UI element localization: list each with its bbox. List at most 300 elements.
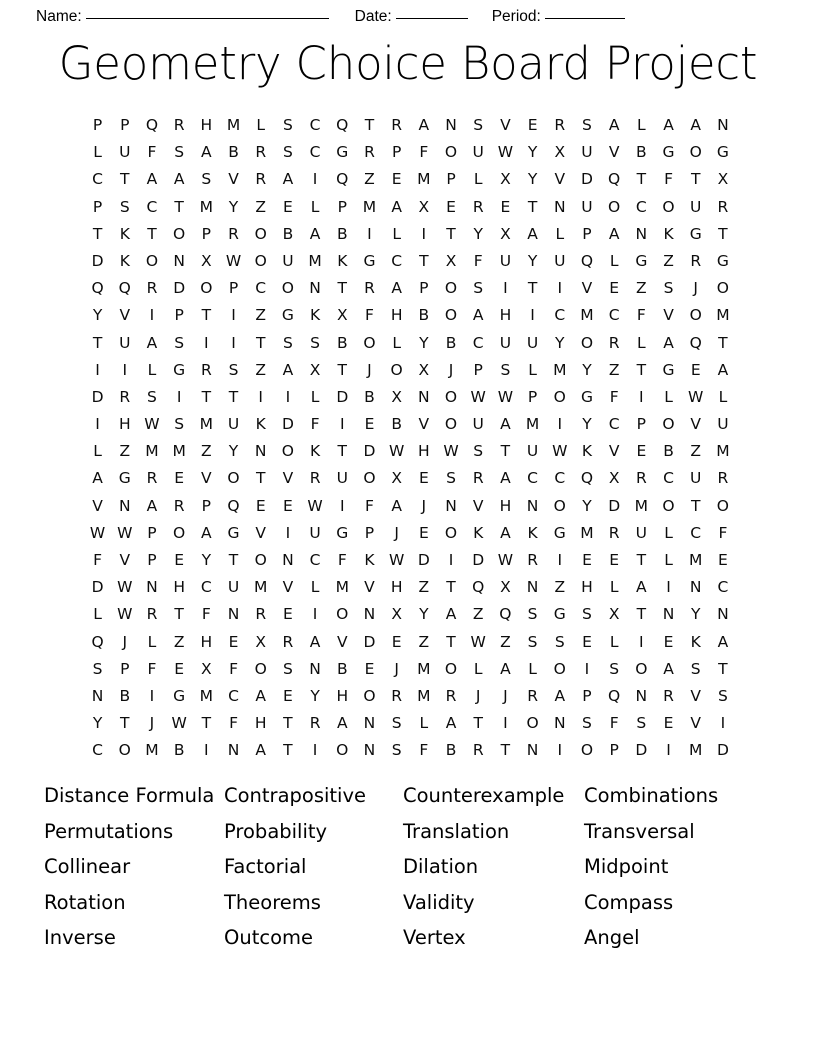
grid-letter[interactable]: N bbox=[282, 551, 294, 569]
grid-letter[interactable]: H bbox=[118, 415, 131, 434]
grid-letter[interactable]: S bbox=[582, 714, 592, 733]
word-bank-item[interactable]: Outcome bbox=[224, 926, 313, 950]
grid-letter[interactable]: D bbox=[173, 279, 186, 298]
grid-letter[interactable]: I bbox=[339, 415, 345, 434]
grid-letter[interactable]: E bbox=[527, 116, 538, 134]
grid-letter[interactable]: B bbox=[336, 224, 348, 243]
grid-letter[interactable]: H bbox=[418, 442, 430, 461]
grid-letter[interactable]: P bbox=[446, 170, 456, 189]
grid-letter[interactable]: K bbox=[310, 306, 321, 325]
grid-letter[interactable]: V bbox=[119, 306, 131, 325]
grid-letter[interactable]: N bbox=[635, 686, 648, 705]
word-bank-item[interactable]: Distance Formula bbox=[44, 784, 215, 807]
grid-letter[interactable]: L bbox=[310, 578, 320, 597]
grid-letter[interactable]: E bbox=[283, 605, 293, 624]
grid-letter[interactable]: H bbox=[390, 306, 403, 325]
grid-letter[interactable]: F bbox=[365, 496, 374, 515]
grid-letter[interactable]: M bbox=[362, 197, 377, 216]
grid-letter[interactable]: Y bbox=[582, 496, 592, 515]
grid-letter[interactable]: R bbox=[472, 741, 484, 760]
grid-letter[interactable]: G bbox=[363, 251, 376, 270]
grid-letter[interactable]: Z bbox=[119, 442, 131, 461]
grid-letter[interactable]: T bbox=[419, 251, 429, 270]
grid-letter[interactable]: G bbox=[662, 360, 675, 379]
grid-letter[interactable]: K bbox=[663, 224, 674, 243]
grid-letter[interactable]: B bbox=[364, 387, 375, 406]
grid-letter[interactable]: S bbox=[690, 659, 701, 678]
grid-letter[interactable]: A bbox=[500, 659, 511, 678]
grid-letter[interactable]: M bbox=[716, 442, 730, 461]
grid-letter[interactable]: B bbox=[282, 224, 294, 243]
grid-letter[interactable]: D bbox=[581, 170, 593, 189]
word-bank-item[interactable]: Contrapositive bbox=[224, 784, 367, 807]
word-bank-item[interactable]: Transversal bbox=[584, 819, 695, 843]
grid-letter[interactable]: U bbox=[554, 251, 566, 270]
grid-letter[interactable]: J bbox=[421, 496, 427, 515]
grid-letter[interactable]: O bbox=[553, 659, 566, 678]
grid-letter[interactable]: T bbox=[636, 170, 647, 189]
grid-letter[interactable]: O bbox=[281, 442, 294, 461]
grid-letter[interactable]: D bbox=[417, 551, 430, 569]
grid-letter[interactable]: I bbox=[530, 306, 535, 325]
grid-letter[interactable]: Z bbox=[608, 360, 620, 379]
grid-letter[interactable]: O bbox=[281, 279, 294, 298]
grid-letter[interactable]: O bbox=[444, 143, 458, 162]
grid-letter[interactable]: L bbox=[310, 387, 320, 406]
grid-letter[interactable]: E bbox=[255, 496, 266, 515]
grid-letter[interactable]: Y bbox=[228, 442, 239, 461]
grid-letter[interactable]: W bbox=[497, 143, 514, 162]
grid-letter[interactable]: S bbox=[282, 659, 293, 678]
grid-letter[interactable]: T bbox=[500, 442, 511, 461]
grid-letter[interactable]: M bbox=[308, 251, 322, 270]
grid-letter[interactable]: U bbox=[581, 197, 593, 216]
grid-letter[interactable]: T bbox=[255, 469, 266, 488]
grid-letter[interactable]: D bbox=[635, 741, 648, 760]
grid-letter[interactable]: I bbox=[95, 360, 100, 379]
grid-letter[interactable]: B bbox=[636, 143, 647, 162]
grid-letter[interactable]: L bbox=[555, 224, 565, 243]
grid-letter[interactable]: A bbox=[201, 143, 212, 162]
grid-letter[interactable]: G bbox=[635, 251, 648, 270]
grid-letter[interactable]: A bbox=[282, 170, 294, 189]
grid-letter[interactable]: L bbox=[637, 116, 646, 134]
grid-letter[interactable]: A bbox=[309, 224, 321, 243]
grid-letter[interactable]: U bbox=[472, 415, 484, 434]
grid-letter[interactable]: Z bbox=[554, 578, 566, 597]
grid-letter[interactable]: O bbox=[444, 523, 458, 542]
grid-letter[interactable]: L bbox=[256, 116, 266, 134]
grid-letter[interactable]: X bbox=[418, 197, 430, 216]
grid-letter[interactable]: Q bbox=[91, 632, 104, 651]
grid-letter[interactable]: T bbox=[283, 714, 293, 733]
grid-letter[interactable]: Z bbox=[636, 279, 647, 298]
grid-letter[interactable]: R bbox=[608, 523, 620, 542]
grid-letter[interactable]: B bbox=[336, 659, 348, 678]
grid-letter[interactable]: F bbox=[609, 387, 619, 406]
grid-letter[interactable]: U bbox=[690, 469, 702, 488]
grid-letter[interactable]: Q bbox=[118, 279, 131, 298]
grid-letter[interactable]: S bbox=[174, 143, 185, 162]
grid-letter[interactable]: U bbox=[227, 415, 240, 434]
grid-letter[interactable]: C bbox=[309, 551, 321, 569]
grid-letter[interactable]: E bbox=[609, 279, 620, 298]
grid-letter[interactable]: E bbox=[283, 197, 293, 216]
grid-letter[interactable]: R bbox=[309, 714, 321, 733]
grid-letter[interactable]: I bbox=[231, 306, 236, 325]
grid-letter[interactable]: U bbox=[526, 442, 539, 461]
grid-letter[interactable]: T bbox=[201, 387, 212, 406]
grid-letter[interactable]: N bbox=[309, 279, 321, 298]
grid-letter[interactable]: M bbox=[226, 116, 241, 134]
grid-letter[interactable]: G bbox=[336, 523, 349, 542]
grid-letter[interactable]: A bbox=[663, 116, 674, 134]
grid-letter[interactable]: F bbox=[201, 605, 211, 624]
grid-letter[interactable]: A bbox=[391, 197, 402, 216]
grid-letter[interactable]: D bbox=[91, 387, 104, 406]
grid-letter[interactable]: Z bbox=[472, 605, 484, 624]
grid-letter[interactable]: Y bbox=[92, 306, 103, 325]
grid-letter[interactable]: O bbox=[716, 496, 729, 515]
grid-letter[interactable]: W bbox=[225, 251, 242, 270]
grid-letter[interactable]: N bbox=[689, 578, 702, 597]
grid-letter[interactable]: L bbox=[528, 360, 537, 379]
grid-letter[interactable]: R bbox=[635, 469, 647, 488]
grid-letter[interactable]: S bbox=[527, 632, 538, 651]
grid-letter[interactable]: R bbox=[472, 197, 484, 216]
grid-letter[interactable]: X bbox=[336, 306, 348, 325]
grid-letter[interactable]: T bbox=[690, 496, 701, 515]
grid-letter[interactable]: E bbox=[228, 632, 239, 651]
grid-letter[interactable]: M bbox=[689, 551, 703, 569]
grid-letter[interactable]: W bbox=[307, 496, 323, 515]
grid-letter[interactable]: G bbox=[553, 605, 566, 624]
grid-letter[interactable]: W bbox=[443, 442, 459, 461]
grid-letter[interactable]: J bbox=[367, 360, 372, 379]
grid-letter[interactable]: B bbox=[119, 686, 131, 705]
word-bank-item[interactable]: Translation bbox=[403, 819, 510, 843]
grid-letter[interactable]: F bbox=[609, 714, 619, 733]
grid-letter[interactable]: A bbox=[391, 279, 402, 298]
grid-letter[interactable]: V bbox=[336, 632, 348, 651]
grid-letter[interactable]: T bbox=[92, 224, 103, 243]
grid-letter[interactable]: W bbox=[388, 551, 405, 569]
grid-letter[interactable]: I bbox=[557, 279, 563, 298]
grid-letter[interactable]: C bbox=[554, 306, 566, 325]
grid-letter[interactable]: V bbox=[690, 714, 702, 733]
grid-letter[interactable]: T bbox=[690, 170, 701, 189]
grid-letter[interactable]: X bbox=[418, 360, 430, 379]
grid-letter[interactable]: R bbox=[608, 333, 620, 352]
grid-letter[interactable]: D bbox=[608, 496, 621, 515]
grid-letter[interactable]: I bbox=[557, 415, 563, 434]
word-bank-item[interactable]: Midpoint bbox=[584, 855, 669, 879]
grid-letter[interactable]: N bbox=[91, 686, 104, 705]
grid-letter[interactable]: W bbox=[388, 442, 405, 461]
grid-letter[interactable]: X bbox=[391, 387, 402, 406]
grid-letter[interactable]: E bbox=[174, 659, 185, 678]
grid-letter[interactable]: H bbox=[173, 578, 185, 597]
grid-letter[interactable]: T bbox=[446, 224, 456, 243]
grid-letter[interactable]: Q bbox=[336, 170, 349, 189]
grid-letter[interactable]: D bbox=[363, 632, 376, 651]
grid-letter[interactable]: L bbox=[310, 197, 320, 216]
grid-letter[interactable]: M bbox=[145, 442, 159, 461]
grid-letter[interactable]: R bbox=[255, 605, 267, 624]
grid-letter[interactable]: I bbox=[149, 306, 155, 325]
grid-letter[interactable]: G bbox=[580, 387, 593, 406]
grid-letter[interactable]: S bbox=[527, 605, 538, 624]
grid-letter[interactable]: E bbox=[283, 496, 293, 515]
grid-letter[interactable]: P bbox=[92, 197, 103, 216]
grid-letter[interactable]: O bbox=[336, 605, 349, 624]
date-write-line[interactable] bbox=[396, 18, 468, 19]
grid-letter[interactable]: M bbox=[417, 686, 431, 705]
grid-letter[interactable]: G bbox=[553, 523, 566, 542]
grid-letter[interactable]: A bbox=[255, 741, 267, 760]
word-search-grid[interactable] bbox=[84, 112, 744, 765]
grid-letter[interactable]: L bbox=[93, 605, 102, 624]
grid-letter[interactable]: R bbox=[173, 496, 185, 515]
grid-letter[interactable]: I bbox=[231, 333, 236, 352]
grid-letter[interactable]: U bbox=[499, 333, 512, 352]
grid-letter[interactable]: B bbox=[445, 333, 457, 352]
grid-letter[interactable]: C bbox=[608, 415, 620, 434]
grid-letter[interactable]: E bbox=[663, 714, 674, 733]
grid-letter[interactable]: U bbox=[119, 333, 131, 352]
grid-letter[interactable]: S bbox=[174, 415, 185, 434]
grid-letter[interactable]: P bbox=[391, 143, 402, 162]
grid-letter[interactable]: A bbox=[690, 116, 702, 134]
grid-letter[interactable]: K bbox=[690, 632, 701, 651]
grid-letter[interactable]: T bbox=[636, 605, 647, 624]
grid-letter[interactable]: V bbox=[690, 415, 702, 434]
grid-letter[interactable]: U bbox=[309, 523, 321, 542]
grid-letter[interactable]: V bbox=[690, 686, 702, 705]
word-bank-item[interactable]: Vertex bbox=[403, 926, 466, 950]
grid-letter[interactable]: R bbox=[146, 469, 158, 488]
grid-letter[interactable]: L bbox=[637, 333, 646, 352]
grid-letter[interactable]: A bbox=[500, 415, 511, 434]
grid-letter[interactable]: C bbox=[472, 333, 484, 352]
grid-letter[interactable]: J bbox=[122, 632, 128, 651]
grid-letter[interactable]: R bbox=[173, 116, 185, 134]
grid-letter[interactable]: S bbox=[174, 333, 185, 352]
grid-letter[interactable]: I bbox=[666, 741, 671, 760]
grid-letter[interactable]: A bbox=[391, 496, 402, 515]
grid-letter[interactable]: C bbox=[228, 686, 239, 705]
grid-letter[interactable]: A bbox=[663, 333, 674, 352]
grid-letter[interactable]: P bbox=[120, 116, 130, 134]
grid-letter[interactable]: Q bbox=[499, 605, 512, 624]
grid-letter[interactable]: F bbox=[664, 170, 673, 189]
grid-letter[interactable]: J bbox=[475, 686, 481, 705]
grid-letter[interactable]: H bbox=[390, 578, 403, 597]
grid-letter[interactable]: T bbox=[255, 333, 266, 352]
grid-letter[interactable]: S bbox=[228, 360, 239, 379]
grid-letter[interactable]: E bbox=[364, 659, 375, 678]
word-bank-item[interactable]: Collinear bbox=[44, 855, 131, 879]
grid-letter[interactable]: E bbox=[418, 523, 429, 542]
grid-letter[interactable]: E bbox=[663, 632, 674, 651]
grid-letter[interactable]: M bbox=[525, 415, 540, 434]
grid-letter[interactable]: L bbox=[664, 523, 673, 542]
grid-letter[interactable]: F bbox=[147, 659, 157, 678]
grid-letter[interactable]: T bbox=[718, 333, 728, 352]
grid-letter[interactable]: M bbox=[199, 686, 214, 705]
grid-letter[interactable]: I bbox=[557, 741, 563, 760]
grid-letter[interactable]: F bbox=[419, 741, 429, 760]
grid-letter[interactable]: V bbox=[608, 143, 620, 162]
grid-letter[interactable]: O bbox=[662, 197, 675, 216]
grid-letter[interactable]: G bbox=[281, 306, 294, 325]
grid-letter[interactable]: T bbox=[718, 659, 728, 678]
grid-letter[interactable]: W bbox=[470, 387, 486, 406]
grid-letter[interactable]: N bbox=[227, 741, 240, 760]
grid-letter[interactable]: I bbox=[312, 605, 318, 624]
word-bank-item[interactable]: Combinations bbox=[584, 784, 719, 807]
grid-letter[interactable]: R bbox=[146, 279, 158, 298]
grid-letter[interactable]: M bbox=[254, 578, 268, 597]
grid-letter[interactable]: O bbox=[526, 714, 539, 733]
grid-letter[interactable]: V bbox=[608, 442, 620, 461]
grid-letter[interactable]: H bbox=[254, 714, 267, 733]
grid-letter[interactable]: T bbox=[120, 170, 130, 189]
grid-letter[interactable]: S bbox=[391, 741, 402, 760]
grid-letter[interactable]: I bbox=[122, 360, 128, 379]
grid-letter[interactable]: Y bbox=[201, 551, 212, 569]
grid-letter[interactable]: U bbox=[635, 523, 648, 542]
grid-letter[interactable]: P bbox=[120, 659, 130, 678]
grid-letter[interactable]: K bbox=[255, 415, 266, 434]
grid-letter[interactable]: E bbox=[391, 632, 402, 651]
grid-letter[interactable]: T bbox=[201, 714, 212, 733]
grid-letter[interactable]: A bbox=[608, 116, 620, 134]
grid-letter[interactable]: V bbox=[418, 415, 430, 434]
name-field[interactable] bbox=[36, 7, 329, 26]
grid-letter[interactable]: N bbox=[418, 387, 430, 406]
grid-letter[interactable]: G bbox=[716, 251, 729, 270]
grid-letter[interactable]: Q bbox=[689, 333, 702, 352]
grid-letter[interactable]: Q bbox=[91, 279, 104, 298]
grid-letter[interactable]: E bbox=[391, 170, 402, 189]
grid-letter[interactable]: N bbox=[526, 578, 539, 597]
grid-letter[interactable]: J bbox=[693, 279, 698, 298]
grid-letter[interactable]: O bbox=[553, 496, 566, 515]
grid-letter[interactable]: H bbox=[200, 116, 213, 134]
grid-letter[interactable]: K bbox=[119, 251, 130, 270]
grid-letter[interactable]: F bbox=[147, 143, 157, 162]
grid-letter[interactable]: U bbox=[282, 251, 294, 270]
grid-letter[interactable]: I bbox=[258, 387, 263, 406]
grid-letter[interactable]: O bbox=[173, 523, 186, 542]
grid-letter[interactable]: N bbox=[227, 605, 240, 624]
grid-letter[interactable]: W bbox=[117, 578, 133, 597]
grid-letter[interactable]: Z bbox=[173, 632, 185, 651]
grid-letter[interactable]: R bbox=[309, 469, 321, 488]
grid-letter[interactable]: V bbox=[500, 116, 511, 134]
grid-letter[interactable]: E bbox=[446, 197, 456, 216]
grid-letter[interactable]: Y bbox=[473, 224, 483, 243]
grid-letter[interactable]: I bbox=[448, 551, 454, 569]
grid-letter[interactable]: I bbox=[557, 551, 563, 569]
grid-letter[interactable]: O bbox=[363, 686, 376, 705]
grid-letter[interactable]: B bbox=[445, 741, 457, 760]
grid-letter[interactable]: D bbox=[91, 251, 104, 270]
grid-letter[interactable]: O bbox=[227, 469, 240, 488]
grid-letter[interactable]: P bbox=[609, 741, 619, 760]
grid-letter[interactable]: H bbox=[200, 632, 213, 651]
grid-letter[interactable]: A bbox=[527, 224, 538, 243]
grid-letter[interactable]: F bbox=[636, 306, 646, 325]
grid-letter[interactable]: A bbox=[500, 469, 511, 488]
grid-letter[interactable]: N bbox=[635, 224, 648, 243]
grid-letter[interactable]: E bbox=[174, 469, 185, 488]
grid-letter[interactable]: M bbox=[172, 442, 186, 461]
grid-letter[interactable]: L bbox=[392, 224, 401, 243]
grid-letter[interactable]: P bbox=[636, 415, 647, 434]
grid-letter[interactable]: O bbox=[580, 333, 594, 352]
grid-letter[interactable]: K bbox=[473, 523, 484, 542]
grid-letter[interactable]: Z bbox=[255, 360, 267, 379]
grid-letter[interactable]: K bbox=[337, 251, 348, 270]
grid-letter[interactable]: F bbox=[337, 551, 347, 569]
grid-letter[interactable]: P bbox=[582, 686, 592, 705]
grid-letter[interactable]: G bbox=[336, 143, 349, 162]
grid-letter[interactable]: W bbox=[171, 714, 187, 733]
grid-letter[interactable]: X bbox=[554, 143, 566, 162]
grid-letter[interactable]: T bbox=[500, 741, 511, 760]
grid-letter[interactable]: Y bbox=[690, 605, 701, 624]
grid-letter[interactable]: M bbox=[145, 741, 159, 760]
grid-letter[interactable]: C bbox=[391, 251, 403, 270]
grid-letter[interactable]: N bbox=[717, 605, 729, 624]
grid-letter[interactable]: T bbox=[174, 605, 184, 624]
grid-letter[interactable]: J bbox=[448, 360, 454, 379]
grid-letter[interactable]: R bbox=[391, 116, 403, 134]
grid-letter[interactable]: O bbox=[444, 387, 458, 406]
grid-letter[interactable]: R bbox=[391, 686, 403, 705]
grid-letter[interactable]: G bbox=[689, 224, 702, 243]
grid-letter[interactable]: T bbox=[228, 551, 239, 569]
grid-letter[interactable]: O bbox=[363, 469, 376, 488]
grid-letter[interactable]: S bbox=[310, 333, 321, 352]
grid-letter[interactable]: C bbox=[635, 197, 647, 216]
word-bank-item[interactable]: Permutations bbox=[44, 819, 174, 843]
grid-letter[interactable]: E bbox=[690, 360, 701, 379]
grid-letter[interactable]: S bbox=[282, 143, 293, 162]
grid-letter[interactable]: A bbox=[146, 170, 158, 189]
grid-letter[interactable]: A bbox=[146, 496, 158, 515]
grid-letter[interactable]: S bbox=[92, 659, 103, 678]
grid-letter[interactable]: Y bbox=[419, 333, 429, 352]
grid-letter[interactable]: A bbox=[255, 686, 267, 705]
grid-letter[interactable]: R bbox=[146, 605, 158, 624]
grid-letter[interactable]: C bbox=[717, 578, 729, 597]
grid-letter[interactable]: P bbox=[337, 197, 347, 216]
grid-letter[interactable]: G bbox=[173, 686, 186, 705]
grid-letter[interactable]: O bbox=[363, 333, 376, 352]
date-field[interactable] bbox=[355, 7, 468, 26]
grid-letter[interactable]: O bbox=[390, 360, 403, 379]
grid-letter[interactable]: K bbox=[527, 523, 538, 542]
grid-letter[interactable]: T bbox=[92, 333, 103, 352]
grid-letter[interactable]: J bbox=[394, 523, 399, 542]
grid-letter[interactable]: R bbox=[282, 632, 294, 651]
grid-letter[interactable]: W bbox=[497, 387, 514, 406]
grid-letter[interactable]: Q bbox=[227, 496, 240, 515]
grid-letter[interactable]: U bbox=[227, 578, 240, 597]
